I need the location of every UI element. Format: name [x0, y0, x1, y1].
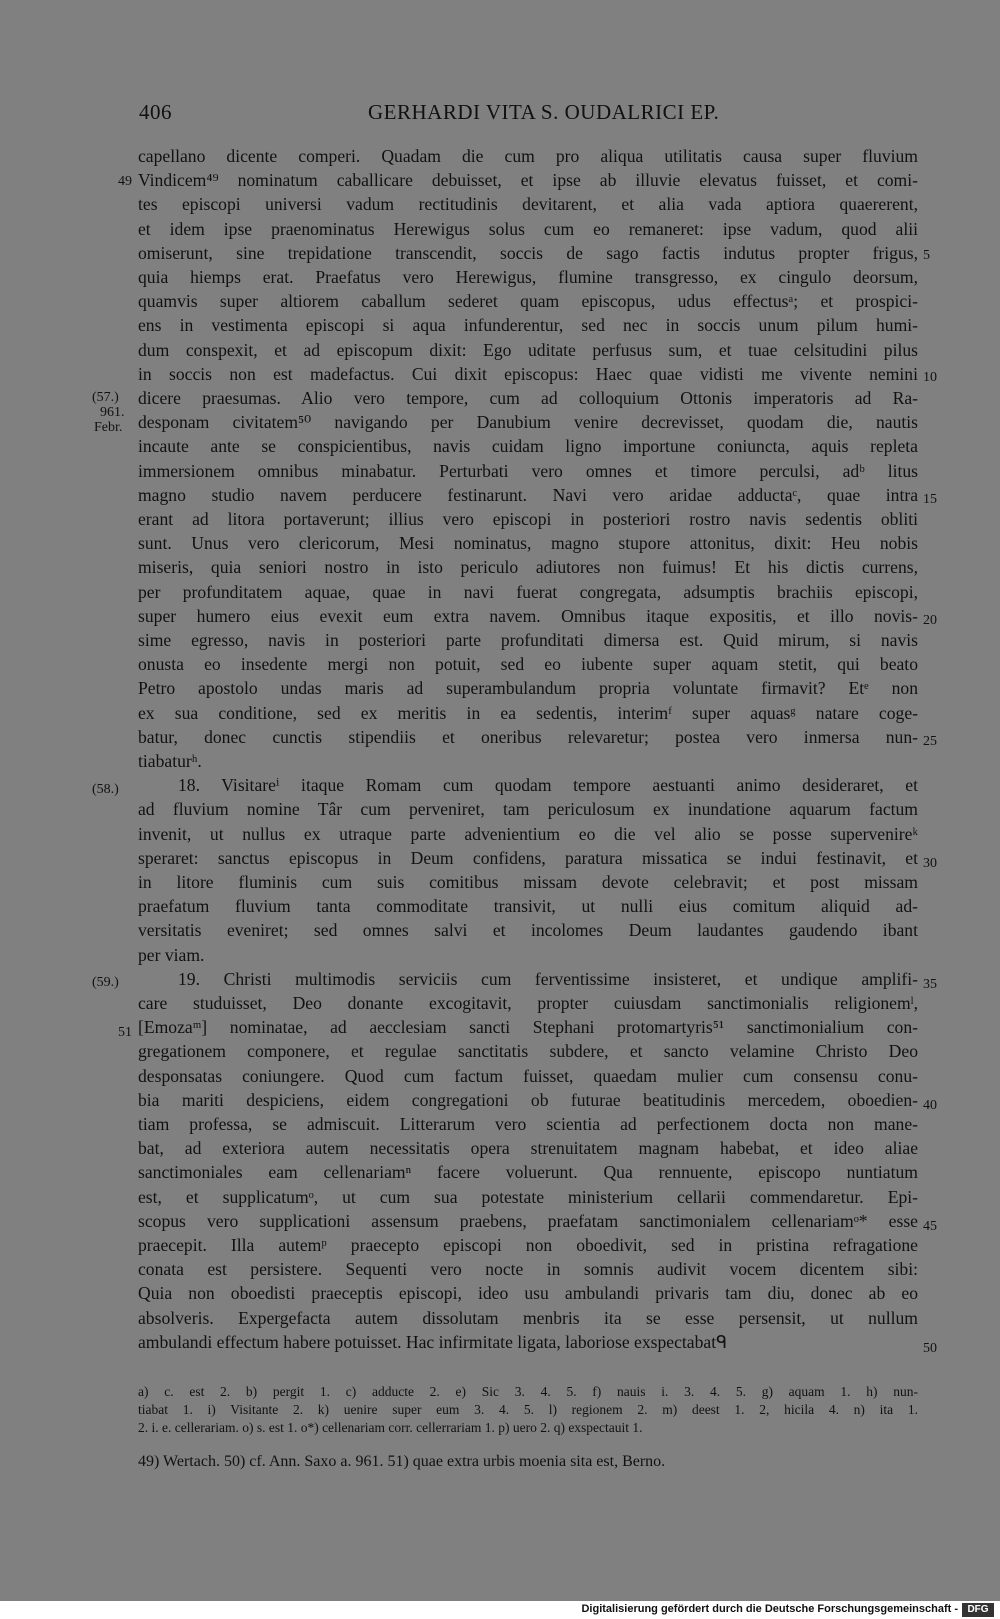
- text-line: super humero eius evexit eum extra navem. Omnibus itaque expositis, et illo novis-: [138, 605, 918, 626]
- text-line: 19. Christi multimodis serviciis cum ferventissime insisteret, et undique amplifi-: [178, 968, 918, 989]
- line-number: 30: [923, 856, 937, 871]
- text-line: ad fluvium nomine Târ cum perveniret, tam periculosum ex inundatione aquarum factum: [138, 799, 918, 820]
- text-line: praefatum fluvium tanta commoditate transivit, ut nulli eius comitum aliquid ad-: [138, 896, 918, 917]
- margin-month: Febr.: [94, 420, 123, 435]
- text-line: tiabaturʰ.: [138, 751, 202, 771]
- text-line: omiserunt, sine trepidatione transcendit, soccis de sago factis indutus propter frigus,: [138, 242, 918, 263]
- text-line: conata est persistere. Sequenti vero nocte in somnis audivit vocem dicentem sibi:: [138, 1259, 918, 1280]
- text-line: desponam civitatem⁵⁰ navigando per Danubium venire decrevisset, quodam die, nautis: [138, 412, 918, 433]
- line-number: 20: [923, 613, 937, 628]
- text-line: sunt. Unus vero clericorum, Mesi nominatus, magno stupore attonitus, dixit: Heu nobis: [138, 533, 918, 554]
- text-line: bat, ad exteriora autem necessitatis opera strenuitatem magnam habebat, et ideo aliae: [138, 1138, 918, 1159]
- dfg-logo-icon: DFG: [962, 1603, 994, 1617]
- apparatus-line: 2. i. e. cellerariam. o) s. est 1. o*) cellenariam corr. cellerrariam 1. p) uero 2. q) exspectauit 1.: [138, 1420, 643, 1435]
- text-line: quia hiemps erat. Praefatus vero Herewigus, flumine transgresso, ex cingulo deorsum,: [138, 267, 918, 287]
- text-line: sime egresso, navis in posteriori parte profunditati dimersa est. Quid mirum, si navis: [138, 630, 918, 650]
- text-line: immersionem omnibus minabatur. Perturbati vero omnes et timore perculsi, adᵇ litus: [138, 460, 918, 481]
- text-line: quamvis super altiorem caballum sederet quam episcopus, udus effectusᵃ; et prospici-: [138, 291, 918, 312]
- text-line: speraret: sanctus episcopus in Deum confidens, paratura missatica se indui festinavit, et: [138, 847, 918, 868]
- text-line: invenit, ut nullus ex utraque parte advenientium eo die vel alio se posse supervenireᵏ: [138, 823, 918, 844]
- text-line: ens in vestimenta episcopi si aqua infunderentur, sed nec in soccis unum pilum humi-: [138, 315, 918, 336]
- text-line: dum conspexit, et ad episcopum dixit: Ego uditate perfusus sum, et tuae celsitudini pilus: [138, 339, 918, 360]
- credit-text: Digitalisierung gefördert durch die Deutsche Forschungsgemeinschaft -: [581, 1603, 958, 1615]
- text-line: [Emozaᵐ] nominatae, ad aecclesiam sancti Stephani protomartyris⁵¹ sanctimonialium con-: [138, 1017, 918, 1038]
- text-line: scopus vero supplicationi assensum praebens, praefatam sanctimonialem cellenariamᵒ* esse: [138, 1210, 918, 1231]
- line-number: 10: [923, 370, 937, 385]
- text-line: et idem ipse praenominatus Herewigus solus cum eo remaneret: ipse vadum, quod alii: [138, 218, 918, 239]
- text-line: erant ad litora portaverunt; illius vero episcopi in posteriori rostro navis sedentis obliti: [138, 509, 918, 529]
- line-number: 50: [923, 1341, 937, 1356]
- text-line: versitatis eveniret; sed omnes salvi et incolomes Deum laudantes gaudendo ibant: [138, 920, 918, 941]
- source-notes: 49) Wertach. 50) cf. Ann. Saxo a. 961. 51) quae extra urbis moenia sita est, Berno.: [138, 1453, 666, 1470]
- text-line: gregationem componere, et regulae sanctitatis subdere, et sancto velamine Christo Deo: [138, 1041, 918, 1062]
- text-line: bia mariti despiciens, eidem congregationi ob futurae beatitudinis mercedem, oboedien-: [138, 1089, 918, 1110]
- text-line: tiam professa, se admiscuit. Litterarum vero scientia ad perfectionem docta non mane-: [138, 1114, 918, 1134]
- line-number: 25: [923, 734, 937, 749]
- text-line: per viam.: [138, 944, 205, 965]
- text-line: Quia non oboedisti praeceptis episcopi, ideo usu ambulandi privaris tam diu, donec ab eo: [138, 1283, 918, 1304]
- line-number: 35: [923, 977, 937, 992]
- text-line: praecepit. Illa autemᵖ praecepto episcopi non oboedivit, sed in pristina refragatione: [138, 1235, 918, 1255]
- text-line: sanctimoniales eam cellenariamⁿ facere voluerunt. Qua rennuente, episcopo nuntiatum: [138, 1162, 918, 1183]
- text-line: ambulandi effectum habere potuisset. Hac infirmitate ligata, laboriose exspectabatᑫ: [138, 1331, 728, 1352]
- line-number: 15: [923, 492, 937, 507]
- page-number: 406: [139, 100, 172, 124]
- text-line: est, et supplicatumᵒ, ut cum sua potestate ministerium cellarii commendaretur. Epi-: [138, 1186, 918, 1207]
- margin-chapter-57: (57.): [92, 390, 119, 405]
- margin-note-49: 49: [118, 174, 132, 189]
- text-line: absolveris. Expergefacta autem dissolutam menbris ita se esse persensit, ut nullum: [138, 1307, 918, 1328]
- text-line: tes episcopi universi vadum rectitudinis devitarent, et alia vada aptiora quaererent,: [138, 194, 918, 215]
- digitization-credit: [0, 1601, 1000, 1619]
- text-line: miseris, quia seniori nostro in isto periculo adiutores non fuimus! Et his dictis currens,: [138, 557, 918, 578]
- apparatus-line: tiabat 1. i) Visitante 2. k) uenire super eum 3. 4. 5. l) regionem 2. m) deest 1. 2, hicila 4. n) ita 1.: [138, 1402, 918, 1417]
- margin-note-51: 51: [118, 1025, 132, 1040]
- line-number: 40: [923, 1098, 937, 1113]
- margin-chapter-58: (58.): [92, 782, 119, 797]
- text-line: per profunditatem aquae, quae in navi fuerat congregata, adsumptis brachiis episcopi,: [138, 581, 918, 602]
- text-line: batur, donec cunctis stipendiis et oneribus relevaretur; postea vero inmersa nun-: [138, 726, 918, 747]
- text-line: 18. Visitareⁱ itaque Romam cum quodam tempore aestuanti animo desideraret, et: [178, 775, 918, 796]
- text-line: desponsatas coniungere. Quod cum factum fuisset, quaedam mulier cum consensu conu-: [138, 1065, 918, 1086]
- line-number: 45: [923, 1219, 937, 1234]
- text-line: dicere praesumas. Alio vero tempore, cum ad colloquium Ottonis imperatoris ad Ra-: [138, 388, 918, 408]
- line-number: 5: [923, 248, 930, 263]
- text-line: ex sua conditione, sed ex meritis in ea sedentis, interimᶠ super aquasᵍ natare coge-: [138, 702, 918, 723]
- running-title: GERHARDI VITA S. OUDALRICI EP.: [368, 100, 720, 124]
- text-line: incaute ante se conspicientibus, navis cuidam ligno importune coniuncta, aquis repleta: [138, 436, 918, 457]
- text-line: magno studio navem perducere festinarunt. Navi vero aridae adductaᶜ, quae intra: [138, 484, 918, 505]
- text-line: in soccis non est madefactus. Cui dixit episcopus: Haec quae vidisti me vivente nemini: [138, 363, 918, 384]
- text-line: care studuisset, Deo donante excogitavit, propter cuiusdam sanctimonialis religionemˡ,: [138, 993, 918, 1013]
- margin-chapter-59: (59.): [92, 975, 119, 990]
- margin-year: 961.: [100, 405, 125, 420]
- text-line: in litore fluminis cum suis comitibus missam devote celebravit; et post missam: [138, 872, 918, 892]
- apparatus-line: a) c. est 2. b) pergit 1. c) adducte 2. e) Sic 3. 4. 5. f) nauis i. 3. 4. 5. g) aquam 1. h) nun-: [138, 1384, 918, 1399]
- text-line: Vindicem⁴⁹ nominatum caballicare debuisset, et ipse ab illuvie elevatus fuisset, et comi-: [138, 170, 918, 191]
- text-line: capellano dicente comperi. Quadam die cum pro aliqua utilitatis causa super fluvium: [138, 146, 918, 166]
- text-line: Petro apostolo undas maris ad superambulandum propria voluntate firmavit? Etᵉ non: [138, 678, 918, 699]
- text-line: onusta eo insedente mergi non potuit, sed eo iubente super aquam stetit, qui beato: [138, 654, 918, 675]
